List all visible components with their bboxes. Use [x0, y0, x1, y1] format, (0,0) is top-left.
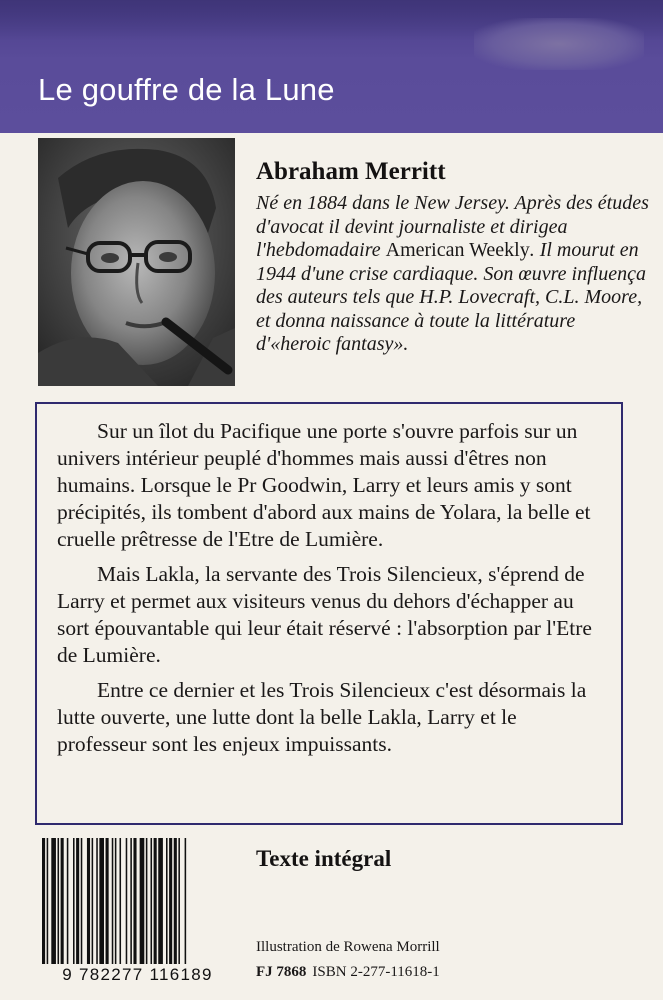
- barcode-bar: [151, 838, 153, 964]
- barcode-bar: [120, 838, 122, 964]
- barcode-bar: [174, 838, 177, 964]
- book-blurb: [57, 418, 602, 766]
- barcode-bar: [115, 838, 117, 964]
- barcode-bar: [61, 838, 64, 964]
- barcode-bar: [158, 838, 163, 964]
- barcode-bar: [130, 838, 132, 964]
- barcode-bar: [58, 838, 60, 964]
- author-biography: [256, 192, 651, 357]
- isbn: ISBN 2-277-11618-1: [312, 964, 440, 980]
- author-portrait-icon: [38, 138, 235, 386]
- barcode: [38, 838, 237, 986]
- barcode-bar: [126, 838, 128, 964]
- barcode-number: 9 782277 116189: [62, 965, 213, 984]
- edition-label: Texte intégral: [256, 846, 392, 871]
- bio-text-1: Né en 1884 dans le New Jersey. Après des études d'avocat il devint journaliste et dirigea l'hebdomadaire: [256, 192, 649, 261]
- author-photo: [38, 138, 235, 386]
- barcode-bar: [166, 838, 168, 964]
- barcode-bar: [42, 838, 45, 964]
- barcode-bar: [76, 838, 79, 964]
- title-band: [0, 0, 663, 133]
- barcode-bars-icon: [38, 838, 237, 964]
- book-title: Le gouffre de la Lune: [38, 72, 335, 107]
- barcode-bar: [73, 838, 75, 964]
- catalog-code: FJ 7868: [256, 964, 307, 980]
- barcode-bar: [140, 838, 145, 964]
- bio-text-2: . Il mourut en 1944 d'une crise cardiaque. Son œuvre influença des auteurs tels que H.P. Lovecraft, C.L. Moore, et donna naissance à toute la littérature d'«heroic fantasy».: [256, 239, 646, 355]
- barcode-bar: [154, 838, 157, 964]
- barcode-bar: [133, 838, 136, 964]
- barcode-bar: [106, 838, 109, 964]
- barcode-bar: [99, 838, 104, 964]
- barcode-bar: [96, 838, 98, 964]
- barcode-bar: [87, 838, 90, 964]
- catalog-line: [256, 963, 440, 981]
- price-sticker-residue: [474, 18, 644, 70]
- barcode-bar: [112, 838, 114, 964]
- bio-magazine-name: American Weekly: [385, 239, 530, 261]
- barcode-bar: [146, 838, 148, 964]
- blurb-paragraph: Mais Lakla, la servante des Trois Silencieux, s'éprend de Larry et permet aux visiteurs venus du dehors d'échapper au sort épouvantable qui leur était réservé : l'absorption par l'Etre de Lumière.: [57, 562, 592, 667]
- blurb-paragraph: Sur un îlot du Pacifique une porte s'ouvre parfois sur un univers intérieur peuplé d'hommes mais aussi d'êtres non humains. Lorsque le Pr Goodwin, Larry et leurs amis y sont précipités, ils tombent d'abord aux mains de Yolara, la belle et cruelle prêtresse de l'Etre de Lumière.: [57, 419, 591, 551]
- author-name: Abraham Merritt: [256, 158, 446, 185]
- barcode-bar: [178, 838, 180, 964]
- barcode-bar: [51, 838, 56, 964]
- barcode-bar: [185, 838, 187, 964]
- barcode-bar: [92, 838, 94, 964]
- barcode-bar: [81, 838, 83, 964]
- barcode-bar: [169, 838, 172, 964]
- barcode-bar: [67, 838, 69, 964]
- barcode-bar: [47, 838, 49, 964]
- blurb-paragraph: Entre ce dernier et les Trois Silencieux c'est désormais la lutte ouverte, une lutte dont la belle Lakla, Larry et le professeur sont les enjeux impuissants.: [57, 678, 587, 756]
- illustration-credit: Illustration de Rowena Morrill: [256, 939, 440, 955]
